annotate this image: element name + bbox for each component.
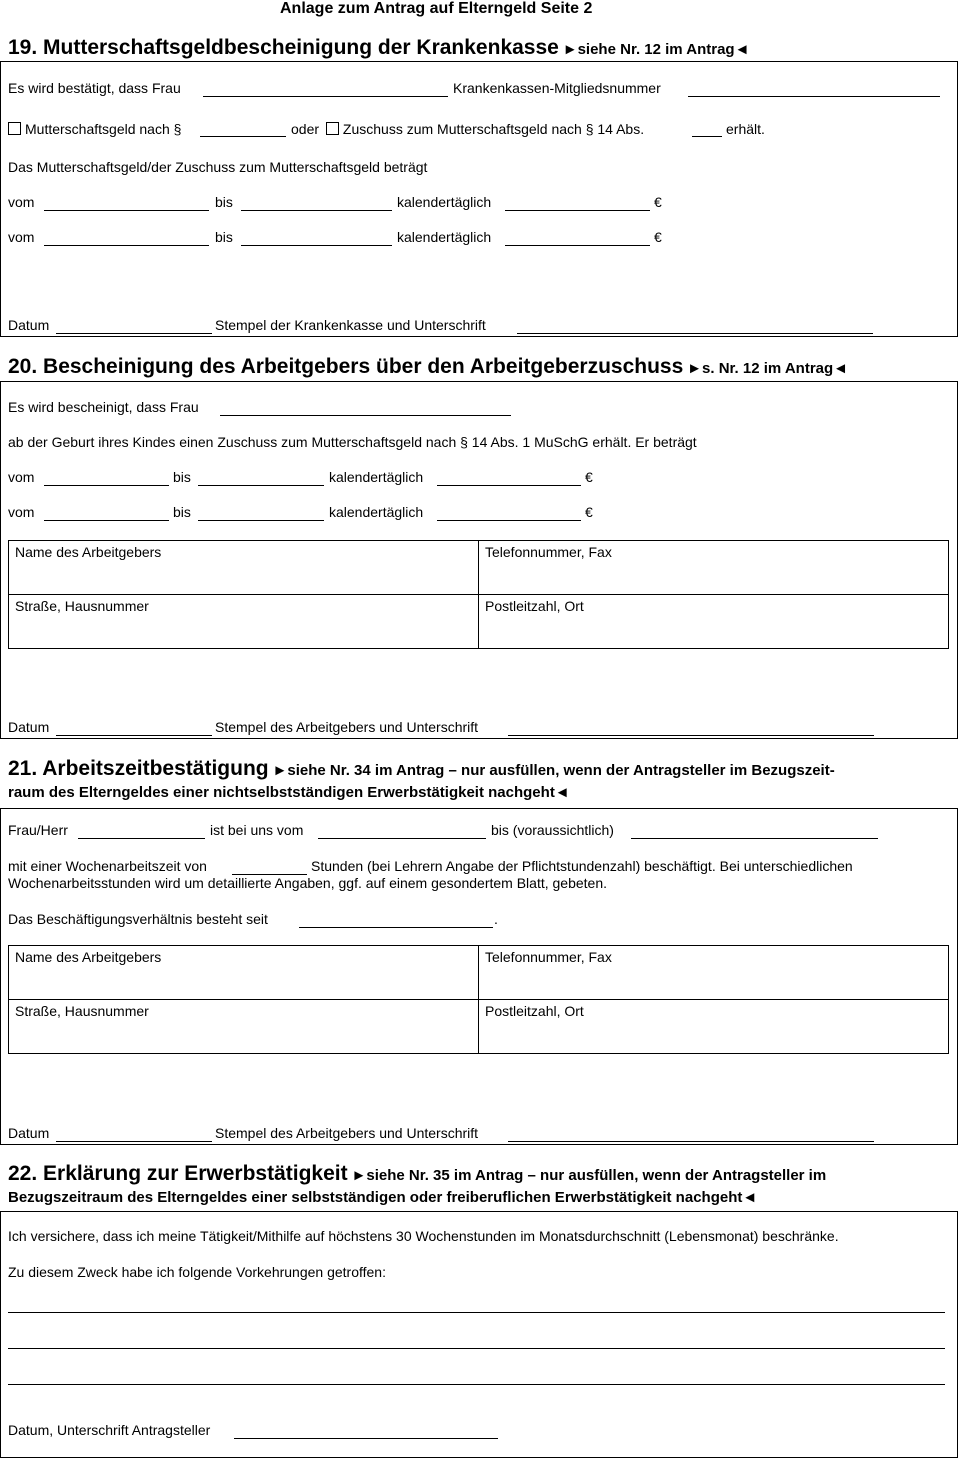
- section-sign: §: [585, 121, 594, 137]
- s20-datum-field[interactable]: [56, 735, 212, 736]
- kal-label: kalendertäglich: [329, 469, 424, 485]
- s20-vom-field-1[interactable]: [44, 485, 169, 486]
- abs-label: 14 Abs.: [597, 121, 645, 137]
- phone-label: Telefonnummer, Fax: [485, 544, 612, 560]
- bei-uns-label: ist bei uns vom: [210, 822, 304, 838]
- section-21-ref-line1: ►siehe Nr. 34 im Antrag – nur ausfüllen, wenn der Antragsteller im Bezugszeit-: [272, 762, 835, 779]
- s19-vom-field-2[interactable]: [44, 245, 209, 246]
- s20-employer-name-field[interactable]: [8, 540, 479, 595]
- s21-from-field[interactable]: [318, 838, 486, 839]
- postal-label: Postleitzahl, Ort: [485, 1003, 584, 1019]
- euro-sign: €: [654, 194, 662, 210]
- s19-signature-field[interactable]: [517, 333, 873, 334]
- s19-member-label: Krankenkassen-Mitgliedsnummer: [453, 80, 661, 96]
- unterschrift-label: Datum, Unterschrift Antragsteller: [8, 1422, 211, 1438]
- s20-name-field[interactable]: [220, 415, 511, 416]
- wochenarbeitszeit-label: mit einer Wochenarbeitszeit von: [8, 858, 207, 874]
- kal-label: kalendertäglich: [397, 194, 492, 210]
- kal-label: kalendertäglich: [397, 229, 492, 245]
- s21-phone-field[interactable]: [478, 945, 949, 1000]
- section-19-heading: [8, 36, 749, 60]
- zuschuss-label: Zuschuss zum Mutterschaftsgeld nach: [342, 121, 582, 137]
- s21-since-field[interactable]: [299, 927, 493, 928]
- s21-street-field[interactable]: [8, 999, 479, 1054]
- s20-vom-field-2[interactable]: [44, 520, 169, 521]
- stempel-label: Stempel des Arbeitgebers und Unterschrift: [215, 719, 479, 735]
- s19-paragraph-field[interactable]: [200, 136, 286, 137]
- s19-amount-label: Das Mutterschaftsgeld/der Zuschuss zum Mutterschaftsgeld beträgt: [8, 159, 428, 175]
- s21-employer-name-field[interactable]: [8, 945, 479, 1000]
- stempel-label: Stempel des Arbeitgebers und Unterschrift: [215, 1125, 479, 1141]
- s21-until-field[interactable]: [631, 838, 878, 839]
- vom-label: vom: [8, 194, 35, 210]
- postal-label: Postleitzahl, Ort: [485, 598, 584, 614]
- s21-name-field[interactable]: [78, 838, 205, 839]
- kal-label: kalendertäglich: [329, 504, 424, 520]
- erhaelt-label: erhält.: [726, 121, 765, 137]
- street-label: Straße, Hausnummer: [15, 1003, 149, 1019]
- s22-measures-line-2[interactable]: [8, 1348, 945, 1349]
- frau-herr-label: Frau/Herr: [8, 822, 68, 838]
- s20-phone-field[interactable]: [478, 540, 949, 595]
- euro-sign: €: [585, 504, 593, 520]
- s19-amount-field-1[interactable]: [505, 210, 650, 211]
- bis-label: bis: [173, 469, 191, 485]
- s20-amount-field-2[interactable]: [437, 520, 581, 521]
- s19-confirm-label: Es wird bestätigt, dass Frau: [8, 80, 181, 96]
- datum-label: Datum: [8, 719, 50, 735]
- bis-label: bis: [215, 229, 233, 245]
- s20-bis-field-1[interactable]: [198, 485, 324, 486]
- s20-confirm-label: Es wird bescheinigt, dass Frau: [8, 399, 199, 415]
- s21-signature-field[interactable]: [508, 1141, 874, 1142]
- vorkehrungen-label: Zu diesem Zweck habe ich folgende Vorkehrungen getroffen:: [8, 1264, 386, 1280]
- s22-measures-line-3[interactable]: [8, 1384, 945, 1385]
- wochenarbeitsstunden-text: Wochenarbeitsstunden wird um detaillierte Angaben, ggf. auf einem gesondertem Blatt, gebeten.: [8, 875, 608, 891]
- section-20-heading: [8, 355, 848, 379]
- versicherung-text: Ich versichere, dass ich meine Tätigkeit/Mithilfe auf höchstens 30 Wochenstunden im Monatsdurchschnitt (Lebensmonat) beschränke.: [8, 1228, 839, 1244]
- s20-zuschuss-text: ab der Geburt ihres Kindes einen Zuschuss zum Mutterschaftsgeld nach § 14 Abs. 1 MuSchG erhält. Er beträgt: [8, 434, 697, 450]
- s19-bis-field-1[interactable]: [241, 210, 392, 211]
- s19-member-number-field[interactable]: [688, 96, 940, 97]
- s19-vom-field-1[interactable]: [44, 210, 209, 211]
- section-21-heading: [8, 757, 835, 781]
- section-19-ref: ►siehe Nr. 12 im Antrag◄: [562, 41, 750, 58]
- bis-vorauss-label: bis (voraussichtlich): [491, 822, 614, 838]
- s21-postal-field[interactable]: [478, 999, 949, 1054]
- section-22-heading: [8, 1162, 826, 1186]
- s22-measures-line-1[interactable]: [8, 1312, 945, 1313]
- s20-bis-field-2[interactable]: [198, 520, 324, 521]
- section-22-ref-line1: ►siehe Nr. 35 im Antrag – nur ausfüllen, wenn der Antragsteller im: [351, 1167, 827, 1184]
- s20-amount-field-1[interactable]: [437, 485, 581, 486]
- vom-label: vom: [8, 229, 35, 245]
- s19-datum-field[interactable]: [56, 333, 212, 334]
- period-text: .: [494, 911, 498, 927]
- s20-postal-field[interactable]: [478, 594, 949, 649]
- mutterschaftsgeld-label: Mutterschaftsgeld nach: [25, 121, 170, 137]
- section-19-title: 19. Mutterschaftsgeldbescheinigung der Krankenkasse: [8, 36, 559, 59]
- street-label: Straße, Hausnummer: [15, 598, 149, 614]
- s19-name-field[interactable]: [203, 96, 448, 97]
- beschaeftigung-label: Das Beschäftigungsverhältnis besteht seit: [8, 911, 268, 927]
- section-22-title: 22. Erklärung zur Erwerbstätigkeit: [8, 1162, 348, 1185]
- oder-label: oder: [291, 121, 320, 137]
- vom-label: vom: [8, 469, 35, 485]
- section-21-ref-line2: raum des Elterngeldes einer nichtselbstständigen Erwerbstätigkeit nachgeht◄: [8, 784, 570, 801]
- section-21-title: 21. Arbeitszeitbestätigung: [8, 757, 269, 780]
- mutterschaftsgeld-checkbox[interactable]: [8, 122, 21, 135]
- section-20-title: 20. Bescheinigung des Arbeitgebers über den Arbeitgeberzuschuss: [8, 355, 684, 378]
- employer-name-label: Name des Arbeitgebers: [15, 949, 162, 965]
- section-22-ref-line2: Bezugszeitraum des Elterngeldes einer selbstständigen oder freiberuflichen Erwerbstätigkeit nachgeht◄: [8, 1189, 758, 1206]
- stunden-text: Stunden (bei Lehrern Angabe der Pflichtstundenzahl) beschäftigt. Bei unterschiedlichen: [311, 858, 853, 874]
- s19-bis-field-2[interactable]: [241, 245, 392, 246]
- phone-label: Telefonnummer, Fax: [485, 949, 612, 965]
- datum-label: Datum: [8, 1125, 50, 1141]
- page-header: Anlage zum Antrag auf Elterngeld Seite 2: [280, 0, 593, 17]
- s20-street-field[interactable]: [8, 594, 479, 649]
- s19-abs-field[interactable]: [692, 136, 722, 137]
- euro-sign: €: [585, 469, 593, 485]
- section-20-ref: ►s. Nr. 12 im Antrag◄: [687, 360, 849, 377]
- s22-signature-field[interactable]: [234, 1438, 498, 1439]
- s20-signature-field[interactable]: [508, 735, 874, 736]
- s19-amount-field-2[interactable]: [505, 245, 650, 246]
- stempel-label: Stempel der Krankenkasse und Unterschrift: [215, 317, 486, 333]
- euro-sign: €: [654, 229, 662, 245]
- section-sign: §: [173, 121, 182, 137]
- datum-label: Datum: [8, 317, 50, 333]
- bis-label: bis: [173, 504, 191, 520]
- employer-name-label: Name des Arbeitgebers: [15, 544, 162, 560]
- section-22-box: [0, 1211, 958, 1458]
- bis-label: bis: [215, 194, 233, 210]
- s21-datum-field[interactable]: [56, 1141, 212, 1142]
- vom-label: vom: [8, 504, 35, 520]
- zuschuss-checkbox[interactable]: [326, 122, 339, 135]
